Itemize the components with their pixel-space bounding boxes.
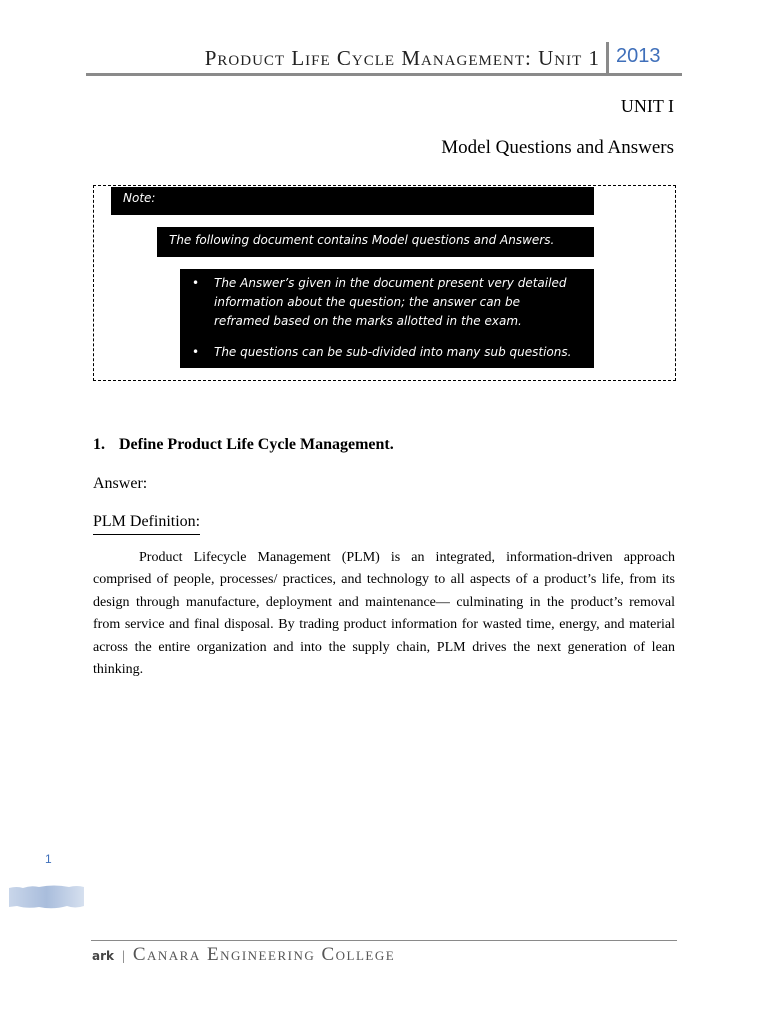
note-label-box xyxy=(111,187,594,215)
note-bullet-list xyxy=(190,274,578,362)
definition-paragraph: Product Lifecycle Management (PLM) is an integrated, information-driven approach comprised of people, processes/ practices, and technology to all aspects of a product’s life, from its design through manufacture, deployment and maintenance— culminating in the product’s removal from service and final disposal. By trading product information for wasted time, energy, and material across the entire organization and into the supply chain, PLM drives the next generation of lean thinking. xyxy=(93,550,675,678)
document-subtitle: Model Questions and Answers xyxy=(441,137,674,158)
note-bullet-text: The questions can be sub-divided into many sub questions. xyxy=(214,345,572,359)
note-bullet-item xyxy=(190,343,578,362)
bullet-icon: • xyxy=(192,345,200,359)
header-divider xyxy=(606,42,609,74)
section-label: PLM Definition: xyxy=(93,513,200,535)
footer-rule xyxy=(91,940,677,941)
page-number: 1 xyxy=(45,852,52,866)
question-text: Define Product Life Cycle Management. xyxy=(119,436,394,453)
footer-college-name: Canara Engineering College xyxy=(132,944,396,965)
page-header xyxy=(86,40,682,76)
note-intro-text: The following document contains Model questions and Answers. xyxy=(169,233,555,247)
header-title: Product Life Cycle Management: Unit 1 xyxy=(204,46,600,70)
unit-title: UNIT I xyxy=(620,96,674,116)
page-tab-graphic xyxy=(9,884,84,910)
footer-logo: ark xyxy=(92,949,114,963)
note-intro-box xyxy=(157,227,594,257)
question-number: 1. xyxy=(93,436,105,453)
note-bullets-box xyxy=(180,269,594,368)
note-label: Note: xyxy=(123,191,156,205)
header-year: 2013 xyxy=(616,45,661,67)
page-footer xyxy=(92,944,395,966)
question-heading xyxy=(93,436,394,454)
bullet-icon: • xyxy=(192,276,200,290)
note-bullet-item xyxy=(190,274,578,331)
note-bullet-text: The Answer’s given in the document present very detailed information about the question; the answer can be reframed based on the marks allotted in the exam. xyxy=(214,276,567,328)
answer-label: Answer: xyxy=(93,475,148,492)
footer-separator: | xyxy=(122,949,125,964)
header-rule xyxy=(86,73,682,76)
